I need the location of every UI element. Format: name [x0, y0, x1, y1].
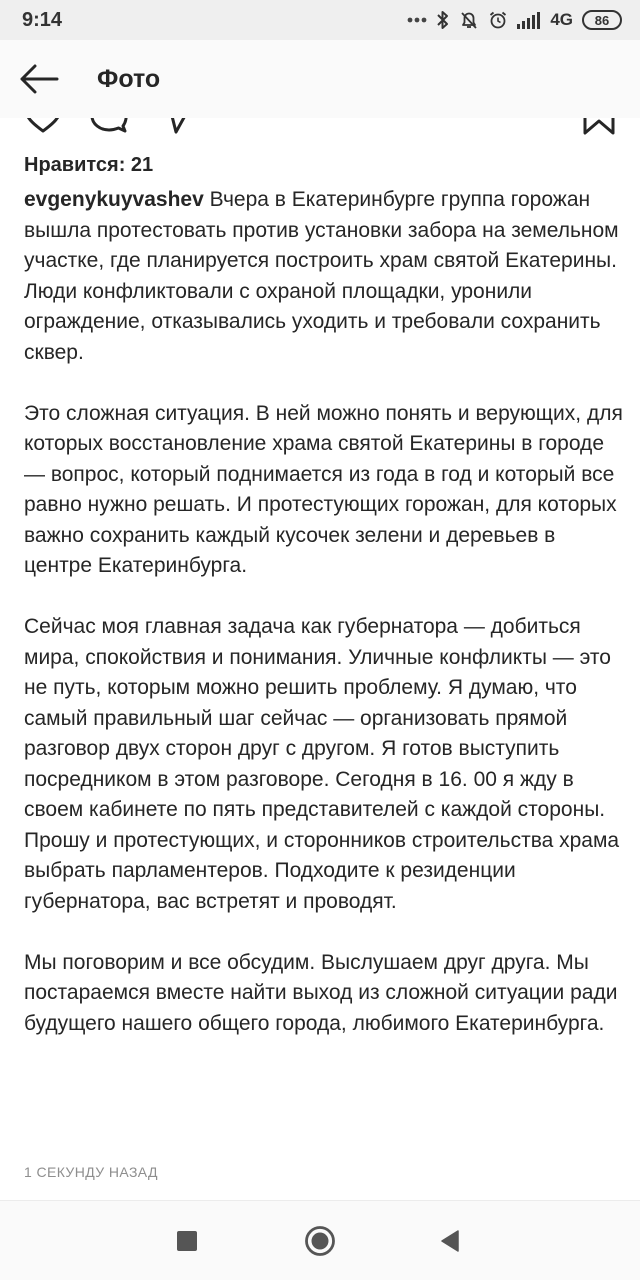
system-nav-bar	[0, 1201, 640, 1280]
triangle-back-icon	[440, 1230, 460, 1252]
home-button[interactable]	[298, 1219, 342, 1263]
system-back-button[interactable]	[428, 1219, 472, 1263]
signal-icon	[517, 11, 541, 29]
caption-paragraph	[24, 185, 624, 368]
arrow-left-icon	[19, 64, 59, 94]
caption-paragraph: Мы поговорим и все обсудим. Выслушаем друг друга. Мы постараемся вместе найти выход из сложной ситуации ради будущего нашего общего города, любимого Екатеринбурга.	[24, 950, 618, 1035]
app-bar	[0, 40, 640, 118]
battery-indicator	[582, 10, 622, 30]
network-type: 4G	[550, 10, 573, 29]
square-icon	[177, 1231, 197, 1251]
mute-bell-icon	[459, 10, 479, 30]
page-title: Фото	[97, 65, 161, 93]
alarm-icon	[488, 10, 508, 30]
status-icons	[407, 8, 622, 32]
caption-text: Вчера в Екатеринбурге группа горожан вышла протестовать против установки забора на земельном участке, где планируется построить храм святой Екатерины. Люди конфликтовали с охраной площадки, уронили ограждение, отказывались уходить и требовали сохранить сквер.	[24, 188, 619, 364]
bluetooth-icon	[436, 10, 450, 30]
status-time: 9:14	[22, 9, 63, 31]
post-timestamp: 1 СЕКУНДУ НАЗАД	[24, 1164, 158, 1180]
post-caption	[24, 185, 624, 1039]
likes-count[interactable]: Нравится: 21	[24, 154, 154, 176]
more-dots-icon	[407, 17, 427, 23]
caption-paragraph: Сейчас моя главная задача как губернатора — добиться мира, спокойствия и понимания. Уличные конфликты — это не путь, которым можно решить проблему. Я думаю, что самый правильный шаг сейчас — организовать прямой разговор двух сторон друг с другом. Я готов выступить посредником в этом разговоре. Сегодня в 16. 00 я жду в своем кабинете по пять представителей с каждой стороны. Прошу и протестующих, и сторонников строительства храма выбрать парламентеров. Подходите к резиденции губернатора, вас встретят и проводят.	[24, 615, 620, 913]
back-button[interactable]	[14, 54, 64, 104]
home-circle-icon	[304, 1225, 336, 1257]
recent-apps-button[interactable]	[165, 1219, 209, 1263]
caption-paragraph: Это сложная ситуация. В ней можно понять и верующих, для которых восстановление храма святой Екатерины в городе — вопрос, который поднимается из года в год и который все равно нужно решать. И протестующих горожан, для которых важно сохранить каждый кусочек зелени и деревьев в центре Екатеринбурга.	[24, 401, 623, 577]
status-bar	[0, 0, 640, 40]
caption-username[interactable]: evgenykuyvashev	[24, 188, 204, 211]
battery-level: 86	[594, 12, 610, 28]
